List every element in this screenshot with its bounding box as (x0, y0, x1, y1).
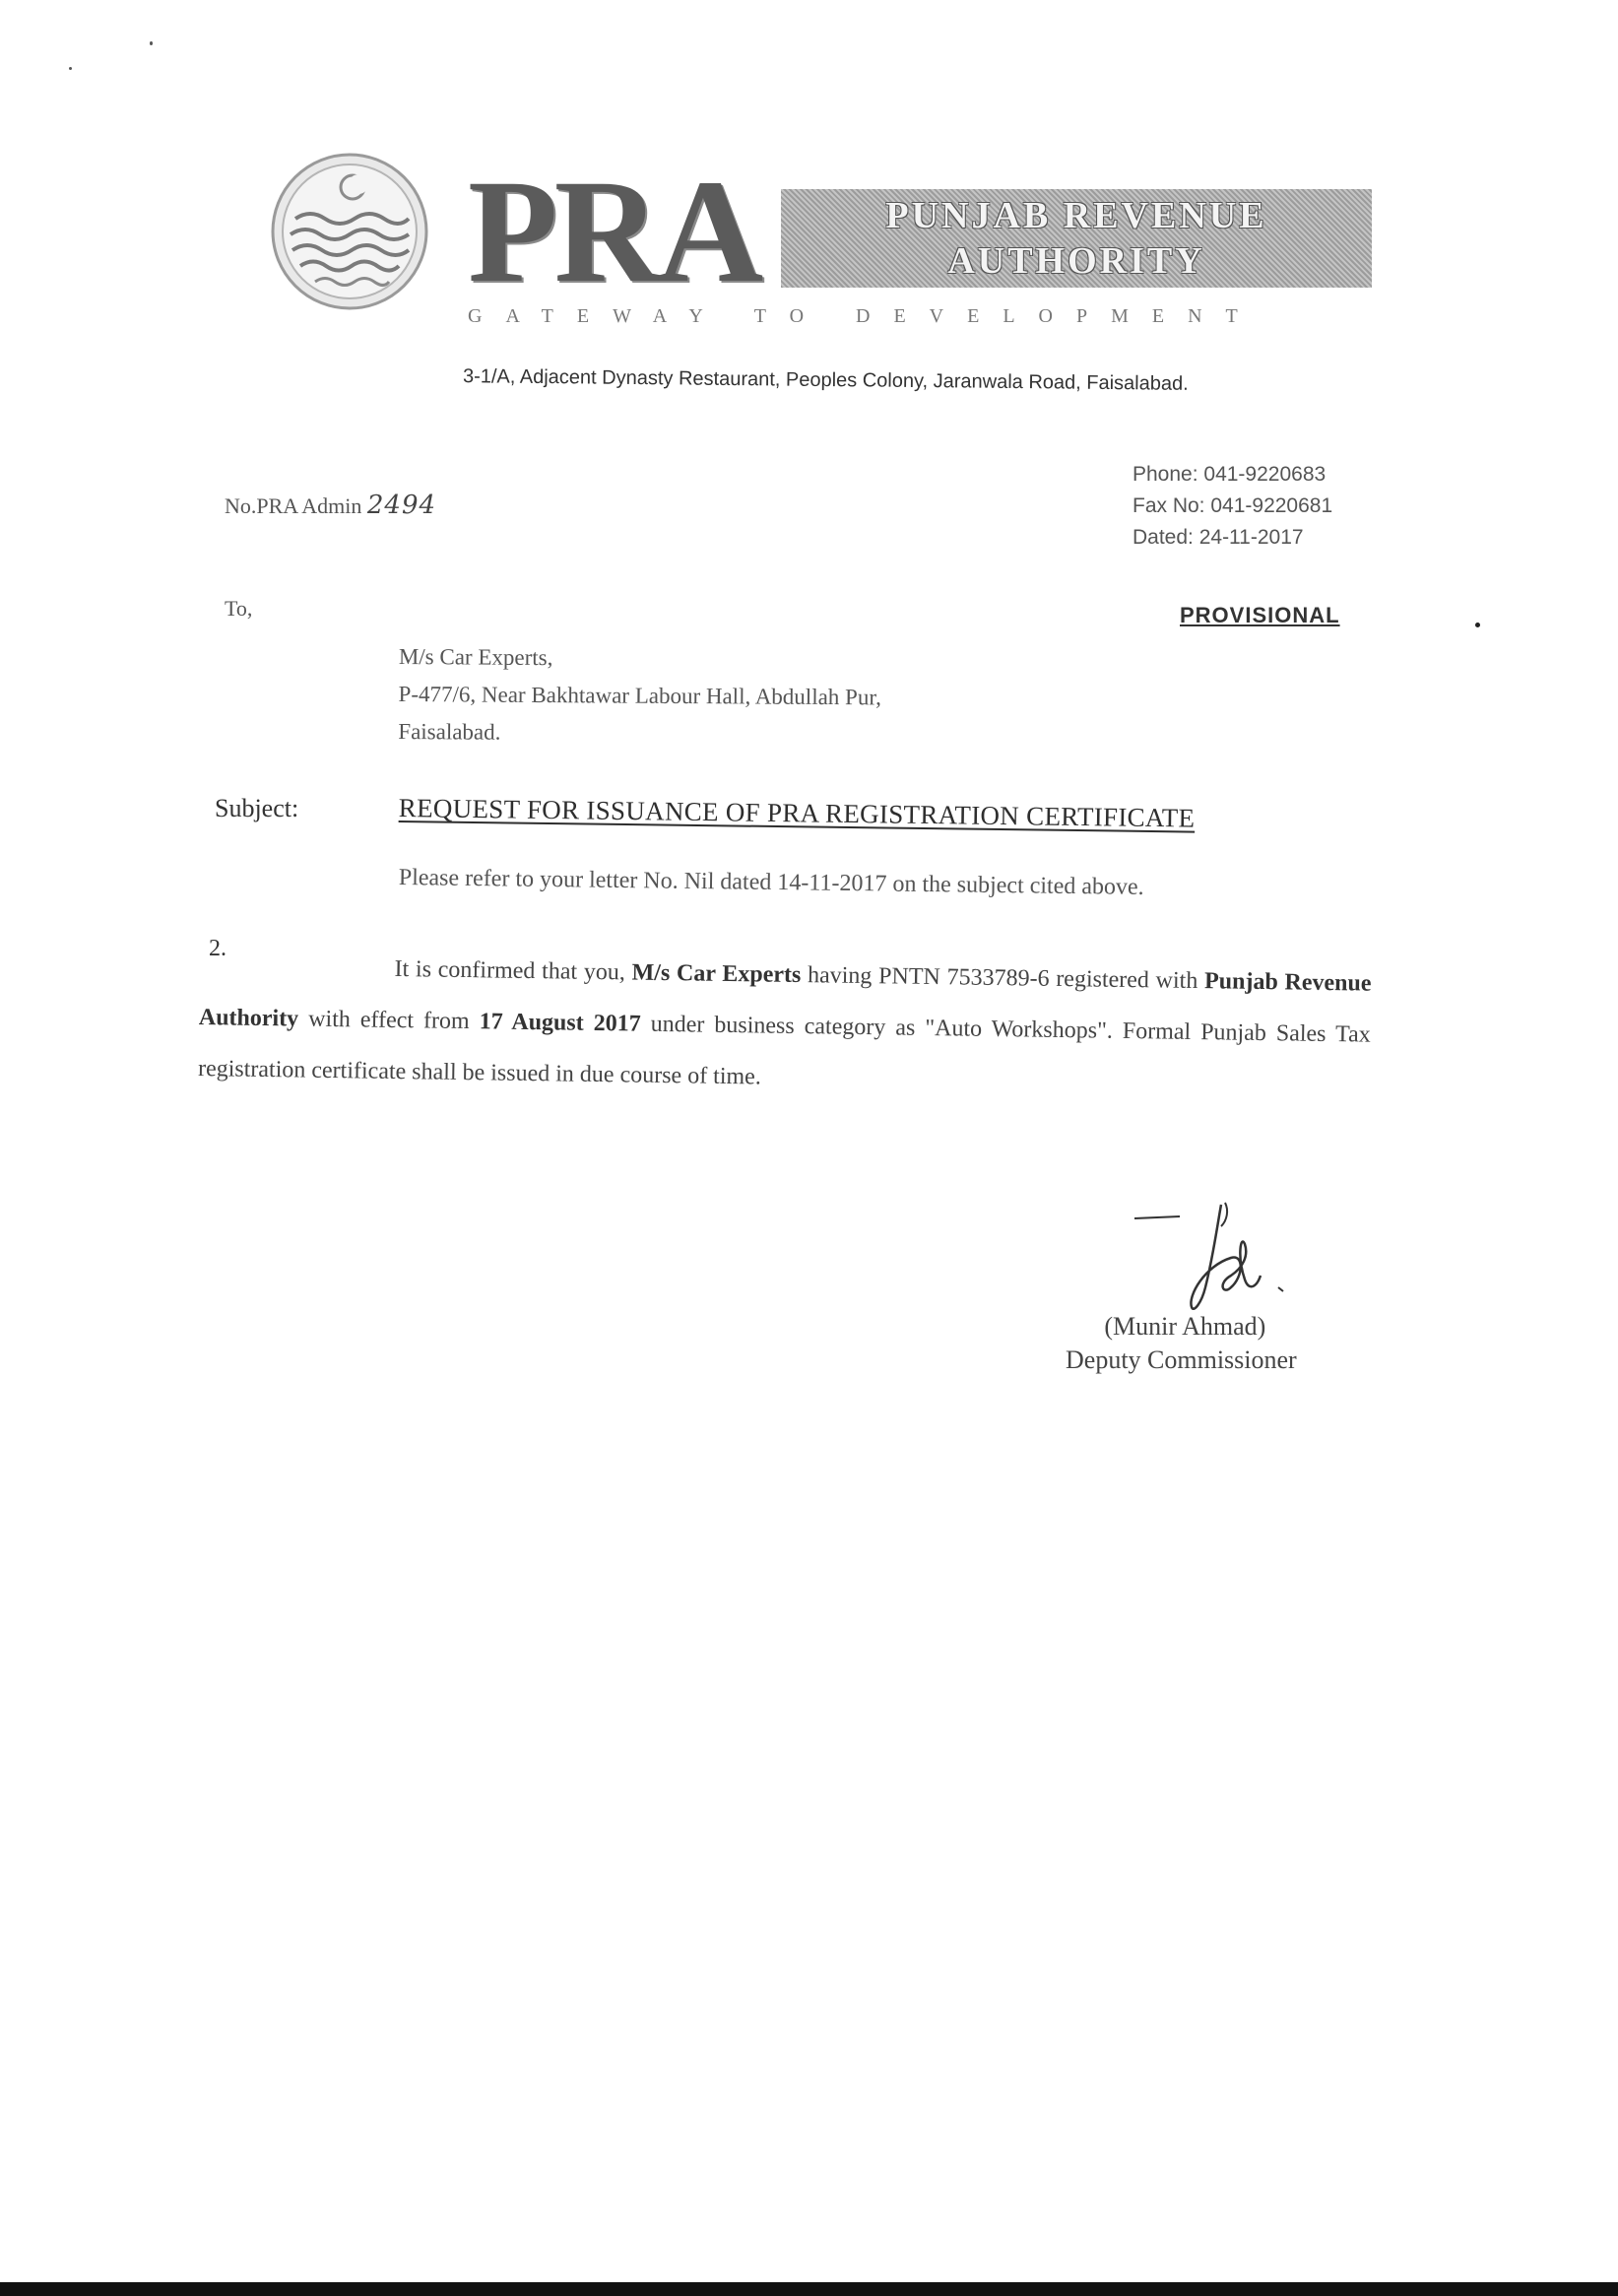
scan-speck (1475, 623, 1480, 627)
para2-text-2: having PNTN 7533789-6 registered with (801, 962, 1205, 995)
to-label: To, (225, 596, 253, 621)
punjab-emblem-icon (266, 148, 433, 320)
fax-number: Fax No: 041-9220681 (1133, 494, 1333, 517)
signatory-title: Deputy Commissioner (1066, 1345, 1297, 1374)
recipient-address-line2: Faisalabad. (398, 718, 501, 745)
logo-letter-a: A (656, 150, 760, 313)
contact-block (1133, 459, 1332, 554)
signatory-name: (Munir Ahmad) (1104, 1312, 1266, 1341)
signatory-block (1066, 1310, 1297, 1377)
subject-text: REQUEST FOR ISSUANCE OF PRA REGISTRATION CERTIFICATE (398, 793, 1196, 833)
logo-tagline: GATEWAY TO DEVELOPMENT (468, 305, 1262, 327)
authority-name-line2: AUTHORITY (947, 240, 1205, 282)
logo-letter-r: R (553, 150, 657, 313)
letterhead (266, 148, 1398, 355)
provisional-label: PROVISIONAL (1180, 603, 1340, 627)
recipient-address (398, 638, 881, 754)
authority-banner (781, 189, 1372, 288)
scan-bottom-edge (0, 2282, 1618, 2296)
subject-label: Subject: (215, 794, 299, 822)
pra-logo-letters (468, 150, 760, 313)
scan-speck (69, 67, 72, 70)
para2-effective-date: 17 August 2017 (479, 1009, 641, 1037)
reference-handwritten-number: 2494 (366, 491, 437, 520)
para2-text-1: It is confirmed that you, (394, 955, 632, 986)
phone-number: Phone: 041-9220683 (1133, 463, 1327, 486)
reference-prefix: No.PRA Admin (225, 493, 367, 518)
body-paragraph-1: Please refer to your letter No. Nil dated 14-11-2017 on the subject cited above. (398, 865, 1144, 900)
recipient-name: M/s Car Experts, (398, 643, 553, 671)
paragraph-number: 2. (209, 936, 227, 961)
office-address: 3-1/A, Adjacent Dynasty Restaurant, Peoples Colony, Jaranwala Road, Faisalabad. (462, 365, 1189, 395)
para2-authority: Punjab Revenue Authority (198, 968, 1372, 1032)
pra-logo (468, 150, 1398, 355)
authority-name-line1: PUNJAB REVENUE (885, 195, 1267, 236)
recipient-address-line1: P-477/6, Near Bakhtawar Labour Hall, Abdullah Pur, (398, 681, 881, 710)
letter-date: Dated: 24-11-2017 (1133, 526, 1304, 549)
para2-text-3: with effect from (297, 1006, 480, 1035)
logo-letter-p: P (468, 150, 554, 313)
scan-speck (150, 41, 153, 45)
para2-company: M/s Car Experts (631, 959, 802, 989)
handwritten-signature (1123, 1197, 1320, 1325)
para2-text-4: under business category as "Auto Workshops". Formal Punjab Sales Tax registration certificate shall be issued in due course of time. (197, 1011, 1371, 1090)
body-paragraph-2 (198, 941, 1372, 1112)
reference-number (225, 491, 436, 520)
